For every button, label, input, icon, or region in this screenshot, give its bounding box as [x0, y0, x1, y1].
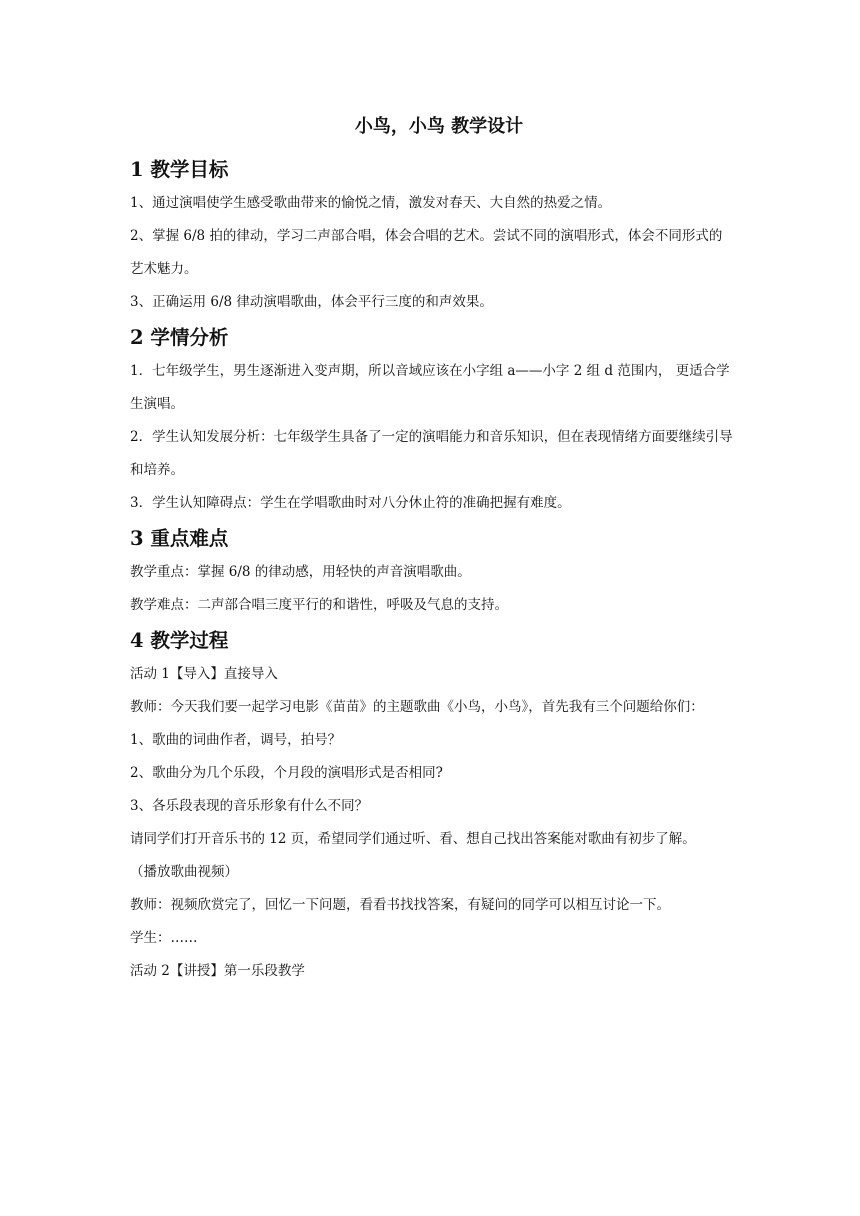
document-content	[130, 112, 734, 988]
paragraph: 教师：视频欣赏完了，回忆一下问题，看看书找找答案，有疑问的同学可以相互讨论一下。	[130, 897, 670, 913]
paragraph: 3、正确运用 6/8 律动演唱歌曲，体会平行三度的和声效果。	[130, 294, 493, 310]
section-teaching-process	[130, 625, 734, 988]
paragraph: 活动 2【讲授】第一乐段教学	[130, 963, 305, 979]
paragraph: 1．七年级学生，男生逐渐进入变声期，所以音域应该在小字组 a——小字 2 组 d 范围内， 更适合学生演唱。	[130, 363, 730, 412]
section-heading: 3 重点难点	[130, 527, 229, 550]
paragraph: 2、掌握 6/8 拍的律动，学习二声部合唱，体会合唱的艺术。尝试不同的演唱形式，体会不同形式的艺术魅力。	[130, 228, 723, 277]
section-heading: 2 学情分析	[130, 326, 229, 349]
paragraph: 2、歌曲分为几个乐段，个月段的演唱形式是否相同?	[130, 765, 443, 781]
paragraph: 教学难点：二声部合唱三度平行的和谐性，呼吸及气息的支持。	[130, 597, 508, 613]
paragraph: 1、歌曲的词曲作者，调号，拍号？	[130, 732, 342, 748]
paragraph: 3、各乐段表现的音乐形象有什么不同？	[130, 798, 369, 814]
paragraph: 请同学们打开音乐书的 12 页，希望同学们通过听、看、想自己找出答案能对歌曲有初步了解。	[130, 831, 696, 847]
paragraph: 1、通过演唱使学生感受歌曲带来的愉悦之情，激发对春天、大自然的热爱之情。	[130, 195, 612, 211]
document-title: 小鸟，小鸟 教学设计	[354, 116, 524, 137]
section-heading: 1 教学目标	[130, 158, 229, 181]
paragraph: 活动 1【导入】直接导入	[130, 666, 278, 682]
paragraph: 2．学生认知发展分析：七年级学生具备了一定的演唱能力和音乐知识，但在表现情绪方面要继续引导和培养。	[130, 429, 733, 478]
paragraph: （播放歌曲视频）	[130, 864, 238, 880]
paragraph: 教师：今天我们要一起学习电影《苗苗》的主题歌曲《小鸟，小鸟》，首先我有三个问题给你们：	[130, 699, 704, 715]
section-teaching-objectives	[130, 154, 734, 319]
paragraph: 3．学生认知障碍点：学生在学唱歌曲时对八分休止符的准确把握有难度。	[130, 495, 571, 511]
section-key-difficulties	[130, 523, 734, 622]
paragraph: 教学重点：掌握 6/8 的律动感，用轻快的声音演唱歌曲。	[130, 564, 471, 580]
section-student-analysis	[130, 322, 734, 520]
paragraph: 学生：……	[130, 930, 198, 946]
section-heading: 4 教学过程	[130, 629, 229, 652]
